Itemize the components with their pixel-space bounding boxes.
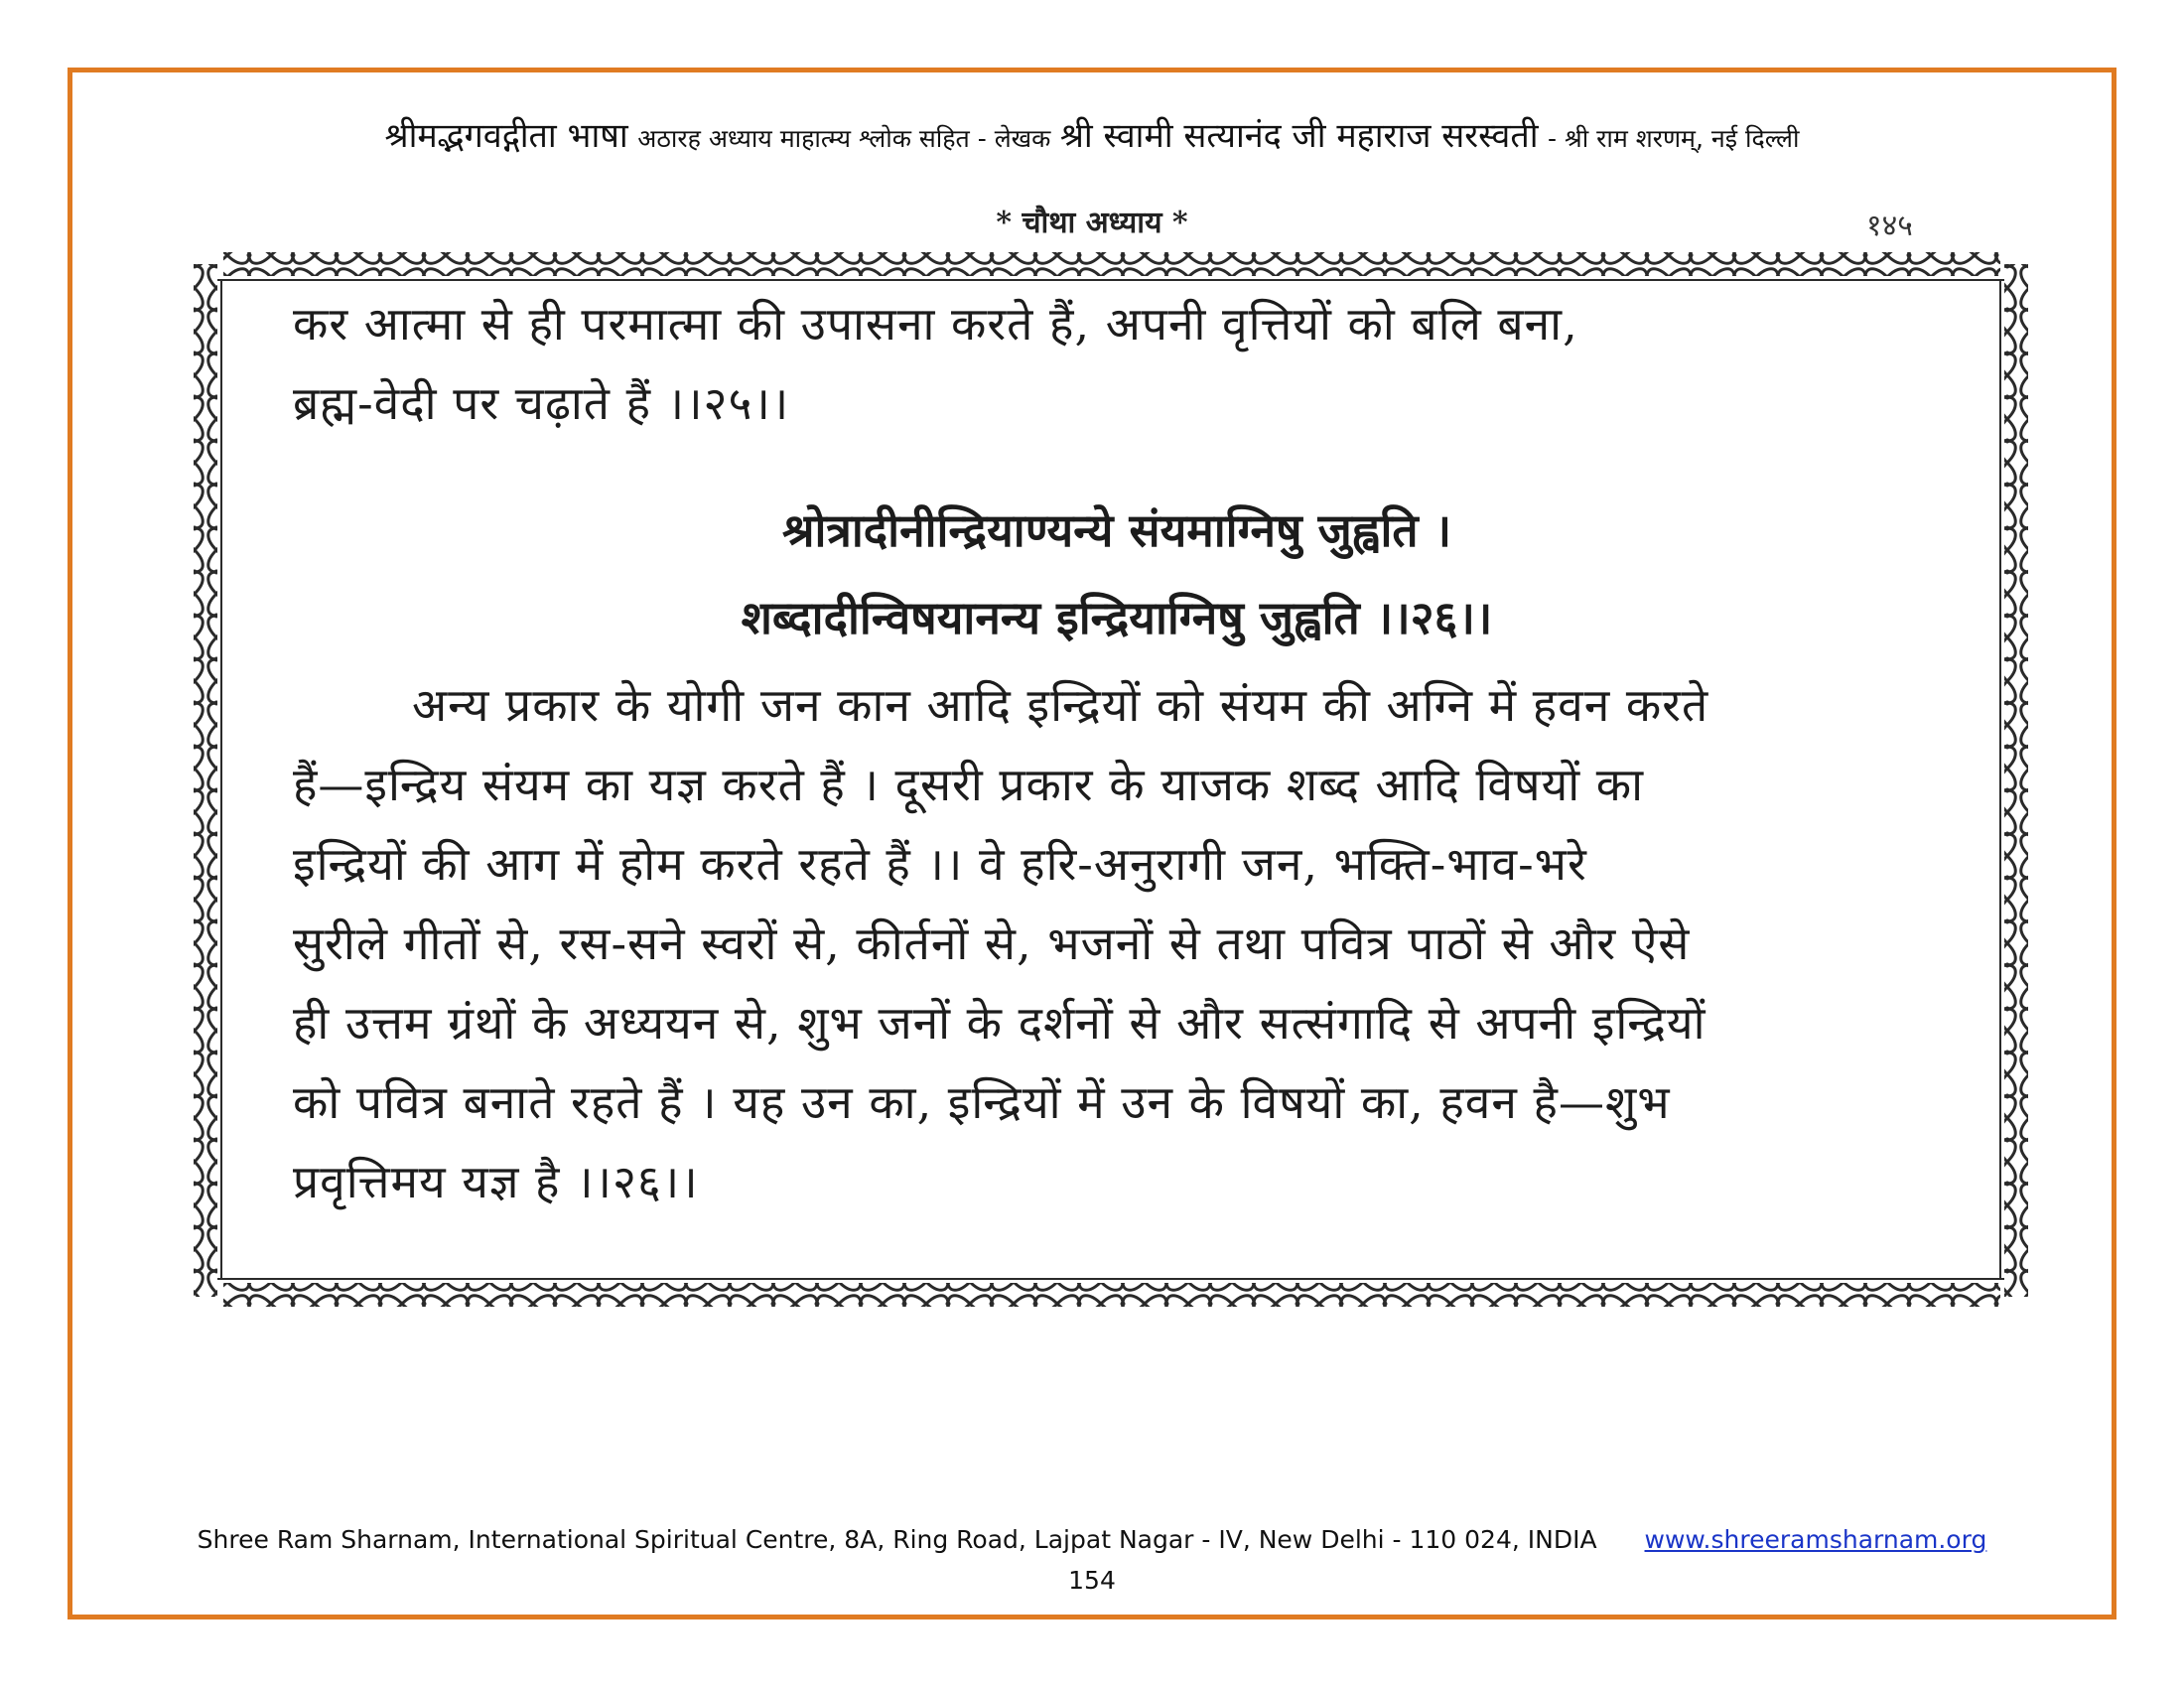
sanskrit-verse <box>293 487 1941 661</box>
prose-line: कर आत्मा से ही परमात्मा की उपासना करते हैं, अपनी वृत्तियों को बलि बना, <box>293 297 1578 351</box>
book-page-number: १४५ <box>1866 209 1913 243</box>
prose-line: प्रवृत्तिमय यज्ञ है ।।२६।। <box>293 1155 699 1208</box>
prose-line: सुरीले गीतों से, रस-सने स्वरों से, कीर्तनों से, भजनों से तथा पवित्र पाठों से और ऐसे <box>293 916 1691 970</box>
prose-line: को पवित्र बनाते रहते हैं । यह उन का, इन्द्रियों में उन के विषयों का, हवन है—शुभ <box>293 1075 1671 1129</box>
header-book-title: श्रीमद्भगवद्गीता भाषा <box>384 116 628 156</box>
commentary-paragraph <box>293 665 1941 1221</box>
prose-line: ब्रह्म-वेदी पर चढ़ाते हैं ।।२५।। <box>293 376 790 430</box>
header-publisher: - श्री राम शरणम्, नई दिल्ली <box>1548 124 1800 153</box>
scanned-page <box>184 244 2038 1317</box>
website-link[interactable]: www.shreeramsharnam.org <box>1644 1525 1987 1554</box>
chapter-title: * चौथा अध्याय * <box>996 206 1188 240</box>
prose-line: ही उत्तम ग्रंथों के अध्ययन से, शुभ जनों के दर्शनों से और सत्संगादि से अपनी इन्द्रियों <box>293 996 1706 1050</box>
verse-line: शब्दादीन्विषयानन्य इन्द्रियाग्निषु जुह्वति ।।२६।। <box>741 591 1493 644</box>
verse-line: श्रोत्रादीनीन्द्रियाण्यन्ये संयमाग्निषु जुह्वति । <box>781 503 1452 557</box>
page-header <box>0 111 2184 157</box>
prose-line: इन्द्रियों की आग में होम करते रहते हैं ।। वे हरि-अनुरागी जन, भक्ति-भाव-भरे <box>293 837 1587 891</box>
footer-page-number: 154 <box>1068 1566 1116 1595</box>
prose-line: हैं—इन्द्रिय संयम का यज्ञ करते हैं । दूसरी प्रकार के याजक शब्द आदि विषयों का <box>293 758 1645 811</box>
scanned-text <box>293 284 1941 1221</box>
footer-address: Shree Ram Sharnam, International Spiritual Centre, 8A, Ring Road, Lajpat Nagar - IV, New Delhi - 110 024, INDIA <box>197 1525 1597 1554</box>
header-subtitle: अठारह अध्याय माहात्म्य श्लोक सहित - लेखक <box>637 124 1051 153</box>
header-author: श्री स्वामी सत्यानंद जी महाराज सरस्वती <box>1059 116 1539 156</box>
page-footer <box>0 1525 2184 1554</box>
prose-line: अन्य प्रकार के योगी जन कान आदि इन्द्रियों को संयम की अग्नि में हवन करते <box>412 678 1709 732</box>
